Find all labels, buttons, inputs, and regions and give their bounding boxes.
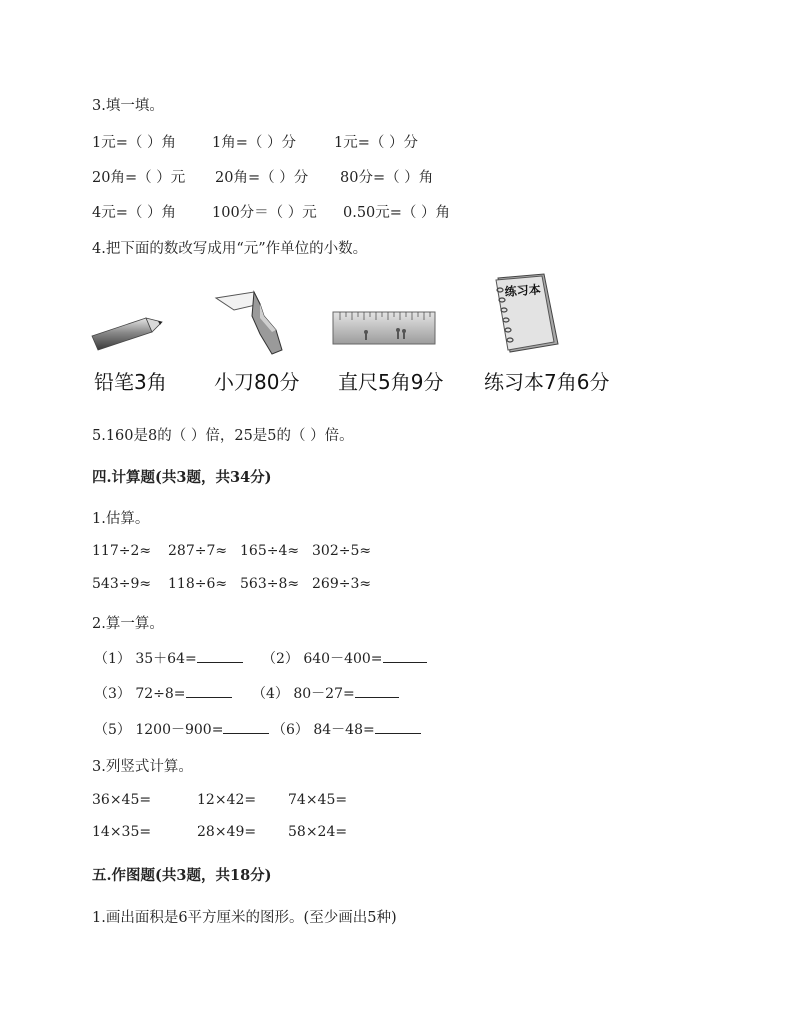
vertical-calc-title: 3.列竖式计算。 (92, 759, 193, 775)
calc-item: （6） 84－48= (272, 719, 421, 739)
calc-item: （2） 640－400= (262, 648, 427, 668)
answer-blank[interactable] (375, 721, 421, 734)
q3-cell: 100分＝（ ）元 (212, 205, 317, 221)
draw-question: 1.画出面积是6平方厘米的图形。(至少画出5种) (92, 910, 397, 926)
q3-cell: 1元=（ ）分 (334, 135, 418, 151)
answer-blank[interactable] (355, 685, 399, 698)
estimate-item: 543÷9≈ (92, 576, 152, 592)
vertical-calc-item: 74×45= (288, 792, 348, 808)
q3-cell: 20角=（ ）分 (215, 170, 309, 186)
estimate-title: 1.估算。 (92, 511, 150, 527)
q3-cell: 80分=（ ）角 (340, 170, 434, 186)
vertical-calc-item: 36×45= (92, 792, 152, 808)
estimate-item: 269÷3≈ (312, 576, 372, 592)
calc-item: （1） 35＋64= (94, 648, 243, 668)
vertical-calc-item: 28×49= (197, 824, 257, 840)
estimate-item: 117÷2≈ (92, 543, 152, 559)
ruler-icon (332, 310, 436, 346)
answer-blank[interactable] (186, 685, 232, 698)
answer-blank[interactable] (223, 721, 269, 734)
calc-item: （3） 72÷8= (94, 683, 232, 703)
item-caption-notebook: 练习本7角6分 (484, 370, 610, 394)
section-heading: 四.计算题(共3题，共34分) (92, 469, 272, 486)
item-caption-pencil: 铅笔3角 (94, 370, 167, 394)
vertical-calc-item: 14×35= (92, 824, 152, 840)
knife-icon (214, 290, 284, 356)
q4-title: 4.把下面的数改写成用“元”作单位的小数。 (92, 241, 368, 257)
q5-text: 5.160是8的（ ）倍，25是5的（ ）倍。 (92, 428, 354, 444)
estimate-item: 563÷8≈ (240, 576, 300, 592)
q3-cell: 20角=（ ）元 (92, 170, 186, 186)
q3-cell: 1角=（ ）分 (212, 135, 296, 151)
calc-item: （5） 1200－900= (94, 719, 269, 739)
vertical-calc-item: 58×24= (288, 824, 348, 840)
q3-title: 3.填一填。 (92, 98, 164, 114)
q3-cell: 1元=（ ）角 (92, 135, 176, 151)
vertical-calc-item: 12×42= (197, 792, 257, 808)
notebook-icon (488, 272, 560, 354)
pencil-icon (90, 312, 166, 354)
q3-cell: 0.50元=（ ）角 (343, 205, 451, 221)
answer-blank[interactable] (383, 650, 427, 663)
estimate-item: 118÷6≈ (168, 576, 228, 592)
section-heading: 五.作图题(共3题，共18分) (92, 867, 272, 884)
calc-title: 2.算一算。 (92, 616, 164, 632)
answer-blank[interactable] (197, 650, 243, 663)
estimate-item: 165÷4≈ (240, 543, 300, 559)
calc-item: （4） 80－27= (252, 683, 399, 703)
estimate-item: 302÷5≈ (312, 543, 372, 559)
notebook-label: 练习本 (504, 282, 542, 299)
estimate-item: 287÷7≈ (168, 543, 228, 559)
q3-cell: 4元=（ ）角 (92, 205, 176, 221)
item-caption-knife: 小刀80分 (214, 370, 300, 394)
item-caption-ruler: 直尺5角9分 (338, 370, 444, 394)
